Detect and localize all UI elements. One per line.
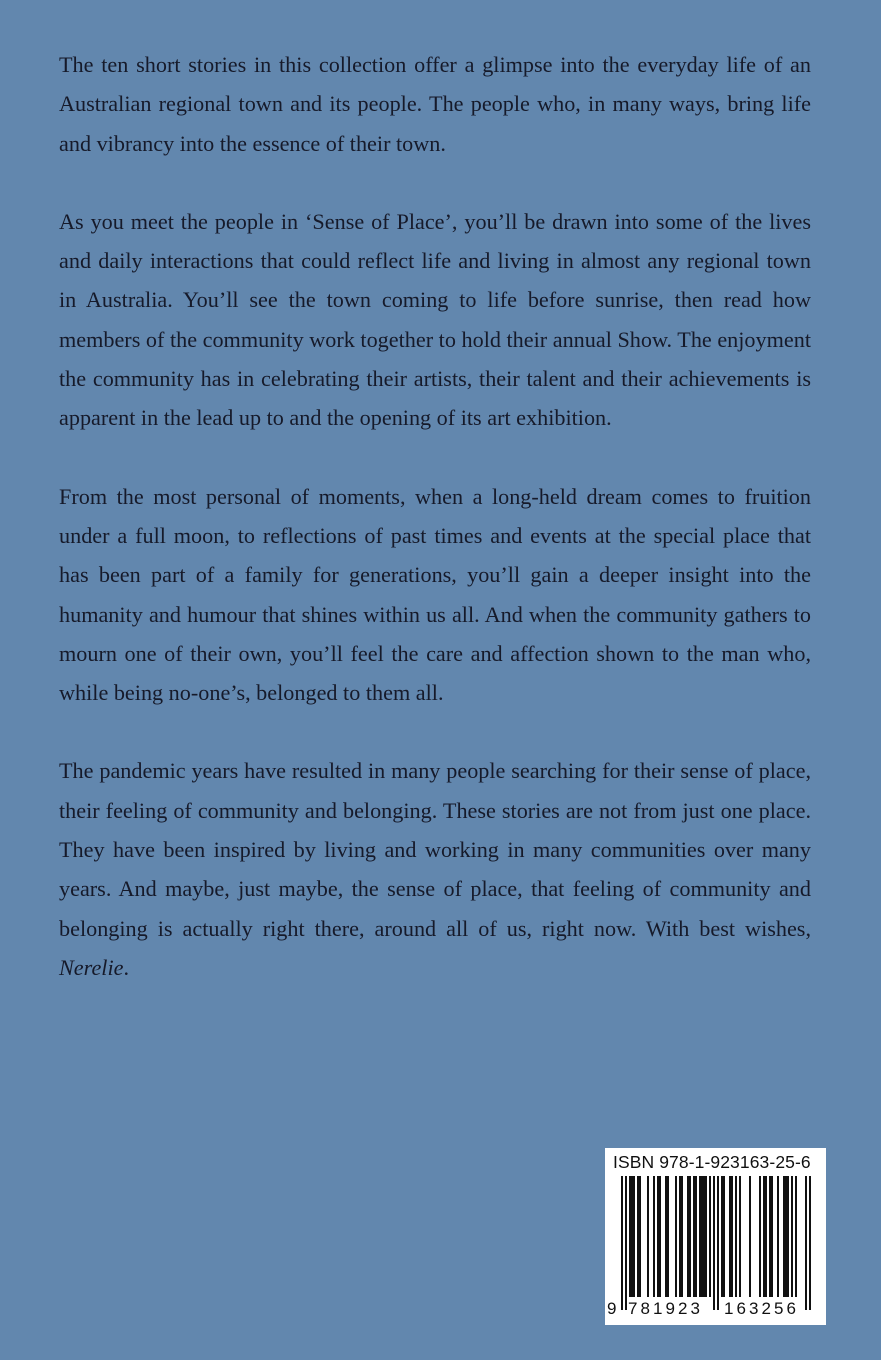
barcode-bar: [783, 1176, 789, 1297]
barcode-bar: [679, 1176, 683, 1297]
barcode-bar: [629, 1176, 635, 1297]
isbn-label: ISBN 978-1-923163-25-6: [613, 1152, 811, 1172]
barcode-digits-right: 163256: [724, 1299, 796, 1318]
barcode-bar: [625, 1176, 627, 1310]
barcode-bar: [791, 1176, 793, 1297]
signature-period: .: [123, 954, 130, 980]
barcode-bar: [665, 1176, 669, 1297]
blurb-paragraph-3: From the most personal of moments, when a long-held dream comes to fruition under a full moon, to reflections of past times and events at the special place that has been part of a family for generations, you’ll gain a deeper insight into the humanity and humour that shines within us all. And when the community gathers to mourn one of their own, you’ll feel the care and affection shown to the man who, while being no-one’s, belonged to them all.: [59, 483, 811, 706]
barcode-bar: [717, 1176, 719, 1310]
barcode-bar: [647, 1176, 649, 1297]
barcode-bar: [699, 1176, 707, 1297]
closing-text: The pandemic years have resulted in many people searching for their sense of place, their feeling of community and belonging. These stories are not from just one place. They have been inspired by living and working in many communities over many years. And maybe, just maybe, the sense of place, that feeling of community and belonging is actually right there, around all of us, right now. With best wishes,: [59, 758, 811, 941]
barcode-bar: [721, 1176, 725, 1297]
barcode-bar: [805, 1176, 807, 1310]
barcode-bar: [657, 1176, 661, 1297]
barcode-bar: [809, 1176, 811, 1310]
barcode-digits-left: 781923: [628, 1299, 700, 1318]
barcode-bar: [653, 1176, 655, 1297]
barcode-bar: [739, 1176, 741, 1297]
blurb-paragraph-1: The ten short stories in this collection offer a glimpse into the everyday life of an Australian regional town and its people. The people who, in many ways, bring life and vibrancy into the essence of their town.: [59, 52, 811, 156]
barcode-bar: [729, 1176, 733, 1297]
barcode-bar: [759, 1176, 761, 1297]
barcode-bars: [621, 1176, 811, 1310]
barcode-bar: [769, 1176, 773, 1297]
barcode-bar: [713, 1176, 715, 1310]
blurb-paragraph-4: [59, 751, 811, 987]
barcode-bar: [675, 1176, 677, 1297]
barcode-bar: [777, 1176, 779, 1297]
isbn-barcode: [605, 1148, 826, 1325]
barcode-bar: [637, 1176, 641, 1297]
barcode-graphic: [605, 1148, 826, 1325]
barcode-bar: [687, 1176, 691, 1297]
barcode-bar: [795, 1176, 797, 1297]
barcode-bar: [621, 1176, 623, 1310]
author-signature: Nerelie: [59, 954, 124, 980]
blurb-paragraph-2: As you meet the people in ‘Sense of Place’, you’ll be drawn into some of the lives and daily interactions that could reflect life and living in almost any regional town in Australia. You’ll see the town coming to life before sunrise, then read how members of the community work together to hold their annual Show. The enjoyment the community has in celebrating their artists, their talent and their achievements is apparent in the lead up to and the opening of its art exhibition.: [59, 208, 811, 431]
back-cover-blurb: [59, 45, 811, 1026]
barcode-bar: [735, 1176, 737, 1297]
barcode-bar: [749, 1176, 751, 1297]
barcode-bar: [763, 1176, 767, 1297]
barcode-bar: [709, 1176, 711, 1297]
barcode-bar: [693, 1176, 697, 1297]
barcode-digit-first: 9: [607, 1299, 617, 1318]
